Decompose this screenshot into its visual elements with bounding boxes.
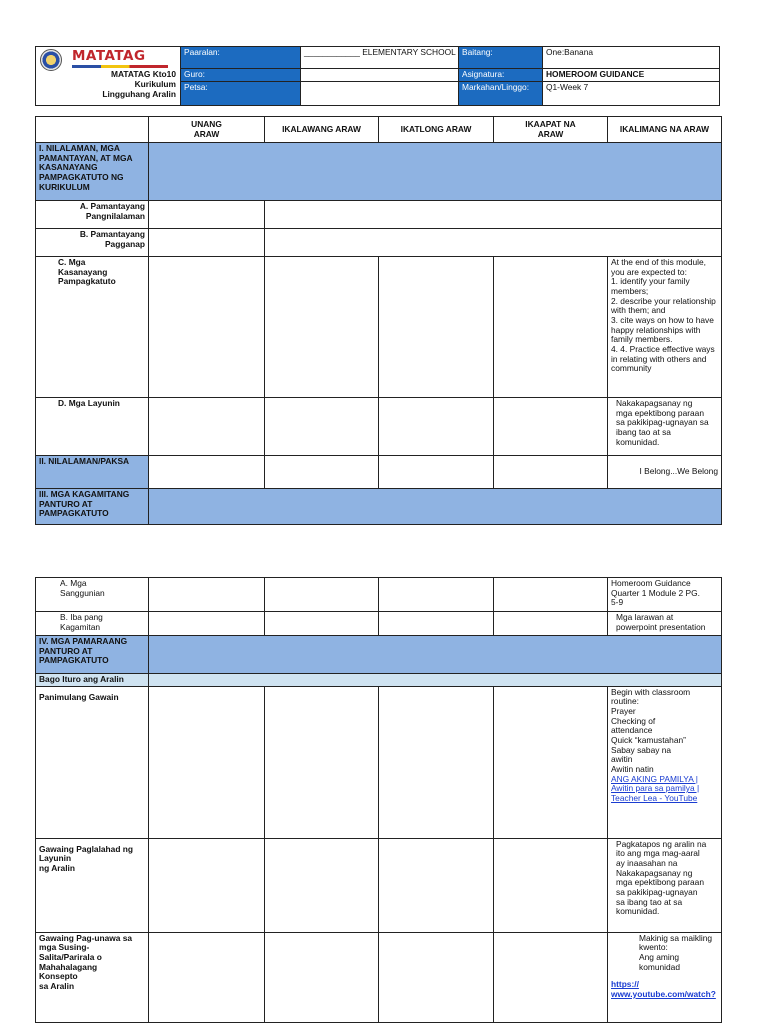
petsa-label: Petsa:: [181, 81, 301, 105]
deped-seal-icon: [40, 49, 62, 71]
cell[interactable]: [149, 932, 265, 1022]
cell[interactable]: [265, 456, 379, 489]
paglalahad-layunin-day5[interactable]: Pagkatapos ng aralin na ito ang mga mag-aaral ay inaasahan na Nakakapagsanay ng mga epektibong paraan sa pakikipag-ugnayan sa ibang tao at sa komunidad.: [608, 838, 722, 932]
iba-pang-kagamitan-label: B. Iba pang Kagamitan: [36, 612, 149, 636]
mga-layunin-label: D. Mga Layunin: [36, 398, 149, 456]
cell[interactable]: [265, 229, 722, 257]
cell[interactable]: [265, 201, 722, 229]
cell[interactable]: [265, 838, 379, 932]
cell[interactable]: [265, 578, 379, 612]
logo-stripe: [72, 65, 168, 68]
cell[interactable]: [265, 612, 379, 636]
cell[interactable]: [265, 257, 379, 398]
day-4-header: IKAAPAT NA ARAW: [494, 117, 608, 143]
section-2-title: II. NILALAMAN/PAKSA: [36, 456, 149, 489]
cell[interactable]: [494, 257, 608, 398]
corner-cell: [36, 117, 149, 143]
section-1-band: [149, 143, 722, 201]
markahan-label: Markahan/Linggo:: [459, 81, 543, 105]
cell[interactable]: [149, 838, 265, 932]
panimulang-gawain-day5[interactable]: [608, 686, 722, 838]
section-3-band: [149, 489, 722, 525]
markahan-value[interactable]: Q1-Week 7: [543, 81, 720, 105]
cell[interactable]: [379, 398, 494, 456]
paaralan-value[interactable]: ____________ ELEMENTARY SCHOOL: [301, 47, 459, 69]
cell[interactable]: [494, 456, 608, 489]
mga-layunin-day5[interactable]: Nakakapagsanay ng mga epektibong paraan sa pakikipag-ugnayan sa ibang tao at sa komunidad.: [608, 398, 722, 456]
cell[interactable]: [494, 398, 608, 456]
pag-unawa-label: Gawaing Pag-unawa sa mga Susing- Salita/Parirala o Mahahalagang Konsepto sa Aralin: [36, 932, 149, 1022]
cell[interactable]: [494, 578, 608, 612]
guro-value[interactable]: [301, 69, 459, 82]
cell[interactable]: [379, 612, 494, 636]
cell[interactable]: [379, 257, 494, 398]
cell[interactable]: [379, 456, 494, 489]
cell[interactable]: [149, 456, 265, 489]
panimulang-gawain-label: Panimulang Gawain: [36, 686, 149, 838]
pamantayang-pagganap-label: B. Pamantayang Pagganap: [36, 229, 149, 257]
section-3-title: III. MGA KAGAMITANG PANTURO AT PAMPAGKATUTO: [36, 489, 149, 525]
asignatura-label: Asignatura:: [459, 69, 543, 82]
youtube-song-link[interactable]: ANG AKING PAMILYA | Awitin para sa pamilya | Teacher Lea - YouTube: [611, 773, 700, 803]
cell[interactable]: [149, 229, 265, 257]
sanggunian-label: A. Mga Sanggunian: [36, 578, 149, 612]
cell[interactable]: [494, 686, 608, 838]
day-5-header: IKALIMANG NA ARAW: [608, 117, 722, 143]
logo-block: [36, 47, 181, 106]
petsa-value[interactable]: [301, 81, 459, 105]
cell[interactable]: [149, 612, 265, 636]
curriculum-title: MATATAG Kto10 Kurikulum Lingguhang Aralin: [102, 69, 176, 100]
cell[interactable]: [379, 838, 494, 932]
cell[interactable]: [494, 932, 608, 1022]
cell[interactable]: [494, 838, 608, 932]
iba-pang-kagamitan-day5[interactable]: Mga larawan at powerpoint presentation: [608, 612, 722, 636]
pag-unawa-text: Makinig sa maikling kwento: Ang aming komunidad: [639, 932, 713, 972]
cell[interactable]: [494, 612, 608, 636]
cell[interactable]: [265, 932, 379, 1022]
matatag-logo: MATATAG: [72, 48, 146, 64]
youtube-story-link[interactable]: https:// www.youtube.com/watch?: [611, 979, 716, 999]
lesson-table-part1: [35, 116, 722, 525]
panimulang-gawain-text: Begin with classroom routine: Prayer Checking of attendance Quick “kamustahan” Sabay sabay na awitin Awitin natin: [611, 686, 691, 774]
cell[interactable]: [149, 578, 265, 612]
baitang-value[interactable]: One:Banana: [543, 47, 720, 69]
sanggunian-day5[interactable]: Homeroom Guidance Quarter 1 Module 2 PG. 5-9: [608, 578, 722, 612]
bago-ituro-label: Bago Ituro ang Aralin: [36, 674, 149, 687]
cell[interactable]: [379, 686, 494, 838]
baitang-label: Baitang:: [459, 47, 543, 69]
day-2-header: IKALAWANG ARAW: [265, 117, 379, 143]
pamantayang-pangnilalaman-label: A. Pamantayang Pangnilalaman: [36, 201, 149, 229]
paaralan-label: Paaralan:: [181, 47, 301, 69]
nilalaman-paksa-day5[interactable]: I Belong...We Belong: [608, 456, 722, 489]
cell[interactable]: [265, 398, 379, 456]
cell[interactable]: [149, 686, 265, 838]
guro-label: Guro:: [181, 69, 301, 82]
cell[interactable]: [149, 398, 265, 456]
section-1-title: I. NILALAMAN, MGA PAMANTAYAN, AT MGA KASANAYANG PAMPAGKATUTO NG KURIKULUM: [36, 143, 149, 201]
cell[interactable]: [149, 257, 265, 398]
cell[interactable]: [149, 201, 265, 229]
section-4-title: IV. MGA PAMARAANG PANTURO AT PAMPAGKATUTO: [36, 636, 149, 674]
day-3-header: IKATLONG ARAW: [379, 117, 494, 143]
bago-ituro-band: [149, 674, 722, 687]
section-4-band: [149, 636, 722, 674]
kasanayang-pampagkatuto-day5[interactable]: At the end of this module, you are expected to: 1. identify your family members; 2. describe your relationship with them; and 3. cite ways on how to have happy relationships with family members. 4. 4. Practice effective ways in relating with others and community: [608, 257, 722, 398]
cell[interactable]: [265, 686, 379, 838]
header-table: [35, 46, 720, 106]
cell[interactable]: [379, 578, 494, 612]
paglalahad-layunin-label: Gawaing Paglalahad ng Layunin ng Aralin: [36, 838, 149, 932]
cell[interactable]: [379, 932, 494, 1022]
pag-unawa-day5[interactable]: [608, 932, 722, 1022]
kasanayang-pampagkatuto-label: C. Mga Kasanayang Pampagkatuto: [36, 257, 149, 398]
day-1-header: UNANG ARAW: [149, 117, 265, 143]
lesson-table-part2: [35, 577, 722, 1023]
asignatura-value[interactable]: HOMEROOM GUIDANCE: [543, 69, 720, 82]
